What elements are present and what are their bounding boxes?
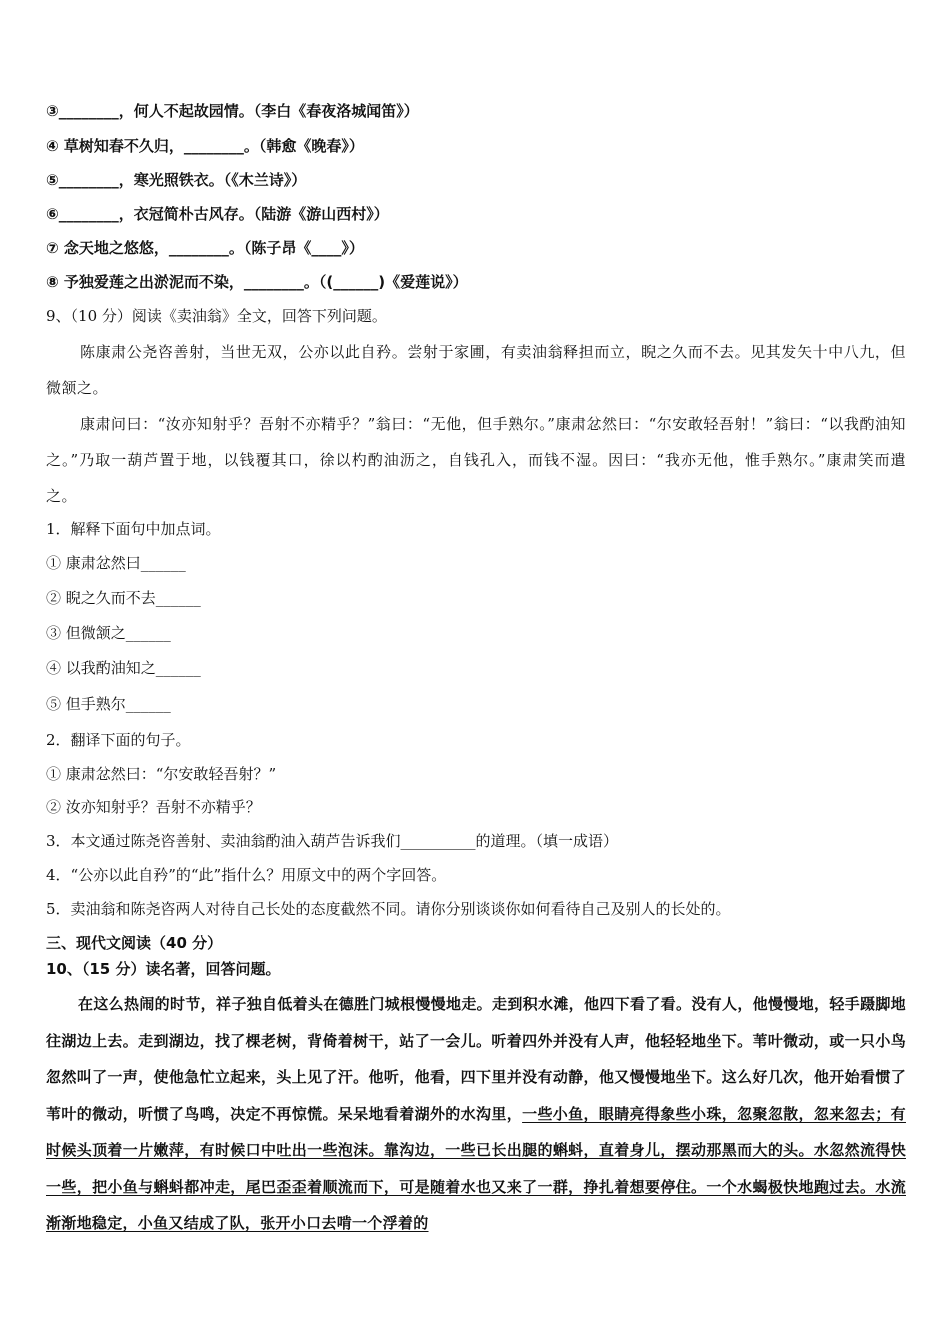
word-item-4: ④ 以我酌油知之______ bbox=[46, 659, 201, 677]
translate-item-2: ② 汝亦知射乎？吾射不亦精乎？ bbox=[46, 798, 261, 816]
poem-line-4: ④ 草树知春不久归，________。（韩愈《晚春》） bbox=[46, 137, 364, 155]
poem-line-5: ⑤________，寒光照铁衣。（《木兰诗》） bbox=[46, 171, 307, 189]
translate-item-1: ① 康肃忿然曰：“尔安敢轻吾射？” bbox=[46, 765, 277, 783]
poem-line-8: ⑧ 予独爱莲之出淤泥而不染，________。（(______)《爱莲说》） bbox=[46, 273, 468, 291]
sub-question-5: 5．卖油翁和陈尧咨两人对待自己长处的态度截然不同。请你分别谈谈你如何看待自己及别人的长处的。 bbox=[46, 900, 731, 918]
novel-excerpt bbox=[46, 986, 906, 1242]
section-heading: 三、现代文阅读（40 分） bbox=[46, 934, 223, 952]
excerpt-plain-text: 在这么热闹的时节，祥子独自低着头在德胜门城根慢慢地走。走到积水滩，他四下看了看。没有人，他慢慢地，轻手蹑脚地往湖边上去。走到湖边，找了棵老树，背倚着树干，站了一会儿。听着四外并没有人声，他轻轻地坐下。苇叶微动，或一只小鸟忽然叫了一声，使他急忙立起来，头上见了汗。他听，他看，四下里并没有动静，他又慢慢地坐下。这么好几次，他开始看惯了苇叶的微动，听惯了鸟鸣，决定不再惊慌。呆呆地看着湖外的水沟里， bbox=[46, 995, 906, 1123]
word-item-3: ③ 但微颔之______ bbox=[46, 624, 171, 642]
sub-question-4: 4．“公亦以此自矜”的“此”指什么？用原文中的两个字回答。 bbox=[46, 866, 447, 884]
question-9-title: 9、（10 分）阅读《卖油翁》全文，回答下列问题。 bbox=[46, 307, 387, 325]
word-item-2: ② 睨之久而不去______ bbox=[46, 589, 201, 607]
passage-paragraph-2: 康肃问曰：“汝亦知射乎？吾射不亦精乎？”翁曰：“无他，但手熟尔。”康肃忿然曰：“尔安敢轻吾射！”翁曰：“以我酌油知之。”乃取一葫芦置于地，以钱覆其口，徐以杓酌油沥之，自钱孔入，而钱不湿。因曰：“我亦无他，惟手熟尔。”康肃笑而遣之。 bbox=[46, 415, 906, 505]
sub-question-1: 1．解释下面句中加点词。 bbox=[46, 520, 221, 538]
passage-paragraph-1: 陈康肃公尧咨善射，当世无双，公亦以此自矜。尝射于家圃，有卖油翁释担而立，睨之久而不去。见其发矢十中八九，但微颔之。 bbox=[46, 343, 906, 397]
word-item-1: ① 康肃忿然曰______ bbox=[46, 554, 186, 572]
sub-question-3: 3．本文通过陈尧咨善射、卖油翁酌油入葫芦告诉我们__________的道理。（填一成语） bbox=[46, 832, 619, 850]
poem-line-7: ⑦ 念天地之悠悠，________。（陈子昂《____》） bbox=[46, 239, 364, 257]
word-item-5: ⑤ 但手熟尔______ bbox=[46, 695, 171, 713]
question-10-title: 10、（15 分）读名著，回答问题。 bbox=[46, 960, 281, 978]
poem-line-6: ⑥________，衣冠简朴古风存。（陆游《游山西村》） bbox=[46, 205, 389, 223]
poem-line-3: ③________，何人不起故园情。（李白《春夜洛城闻笛》） bbox=[46, 102, 419, 120]
sub-question-2: 2．翻译下面的句子。 bbox=[46, 731, 191, 749]
excerpt-underlined-text: 一些小鱼，眼睛亮得象些小珠，忽聚忽散，忽来忽去；有时候头顶着一片嫩萍，有时候口中吐出一些泡沫。靠沟边，一些已长出腿的蝌蚪，直着身儿，摆动那黑而大的头。水忽然流得快一些，把小鱼与蝌蚪都冲走，尾巴歪歪着顺流而下，可是随着水也又来了一群，挣扎着想要停住。一个水蝎极快地跑过去。水流渐渐地稳定，小鱼又结成了队，张开小口去啃一个浮着的 bbox=[46, 1104, 906, 1232]
